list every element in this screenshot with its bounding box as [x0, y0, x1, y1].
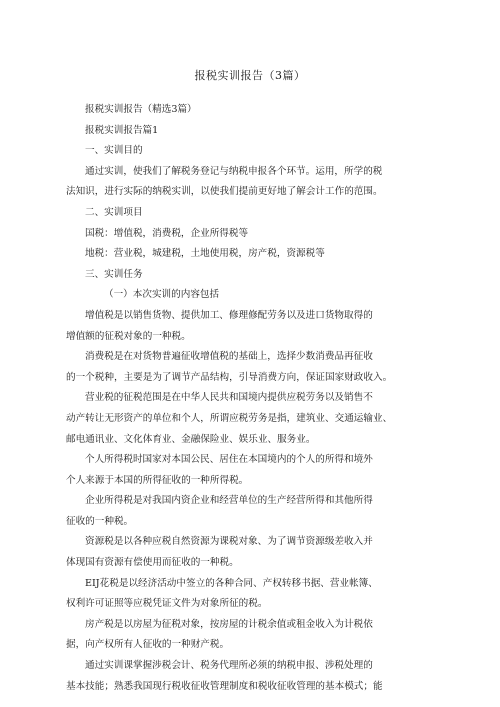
- text-line: 国税：增值税，消费税，企业所得税等: [85, 227, 249, 239]
- text-line: 一、实训目的: [85, 145, 143, 157]
- text-line: 动产转让无形资产的单位和个人，所谓应税劳务是指，建筑业、交通运输业、: [66, 412, 393, 424]
- text-line: 据，向产权所有人征收的一种财产税。: [66, 639, 230, 651]
- text-line: 基本技能；熟悉我国现行税收征收管理制度和税收征收管理的基本模式；能: [66, 680, 383, 692]
- text-line: 报税实训报告（精选3篇）: [85, 104, 197, 115]
- text-line: 征收的一种税。: [66, 515, 134, 527]
- text-line: 权利许可证照等应税凭证文件为对象所征的税。: [66, 598, 268, 610]
- text-line: 资源税是以各种应税自然资源为课税对象、为了调节资源级差收入并: [85, 536, 373, 548]
- text-line: 增值税是以销售货物、提供加工、修理修配劳务以及进口货物取得的: [85, 309, 373, 321]
- text-line: 消费税是在对货物普遍征收增值税的基础上，选择少数消费品再征收: [85, 351, 373, 363]
- text-line: （一）本次实训的内容包括: [104, 289, 220, 301]
- text-line: 个人所得税时国家对本国公民、居住在本国境内的个人的所得和境外: [85, 454, 373, 466]
- text-line: 通过实训课掌握涉税会计、税务代理所必须的纳税申报、涉税处理的: [85, 660, 373, 672]
- text-line: 企业所得税是对我国内资企业和经营单位的生产经营所得和其他所得: [85, 495, 373, 507]
- text-line: 营业税的征税范围是在中华人民共和国境内提供应税劳务以及销售不: [85, 392, 373, 404]
- text-line: 报税实训报告篇1: [85, 124, 159, 136]
- document-title: 报税实训报告（3篇）: [194, 69, 306, 82]
- text-line: 增值额的征税对象的一种税。: [66, 330, 191, 342]
- text-line: 地税：营业税，城建税，土地使用税，房产税，资源税等: [85, 248, 325, 260]
- text-line: 邮电通讯业、文化体育业、金融保险业、娱乐业、服务业。: [66, 433, 316, 445]
- document-body: [66, 100, 436, 697]
- text-line: 法知识，进行实际的纳税实训，以使我们提前更好地了解会计工作的范围。: [66, 186, 383, 198]
- text-line: 通过实训，使我们了解税务登记与纳税申报各个环节。运用，所学的税: [85, 165, 383, 177]
- text-line: 个人来源于本国的所得征收的一种所得税。: [66, 474, 249, 486]
- text-line: 三、实训任务: [85, 268, 143, 280]
- text-line: 房产税是以房屋为征税对象，按房屋的计税余值或租金收入为计税依: [85, 618, 373, 630]
- text-line: 体现国有资源有偿使用而征收的一种税。: [66, 557, 239, 569]
- text-line: 的一个税种，主要是为了调节产品结构，引导消费方向，保证国家财政收入。: [66, 371, 393, 383]
- text-line: EIJ花税是以经济活动中签立的各种合同、产权转移书据、营业帐簿、: [85, 577, 378, 589]
- text-line: 二、实训项目: [85, 206, 143, 218]
